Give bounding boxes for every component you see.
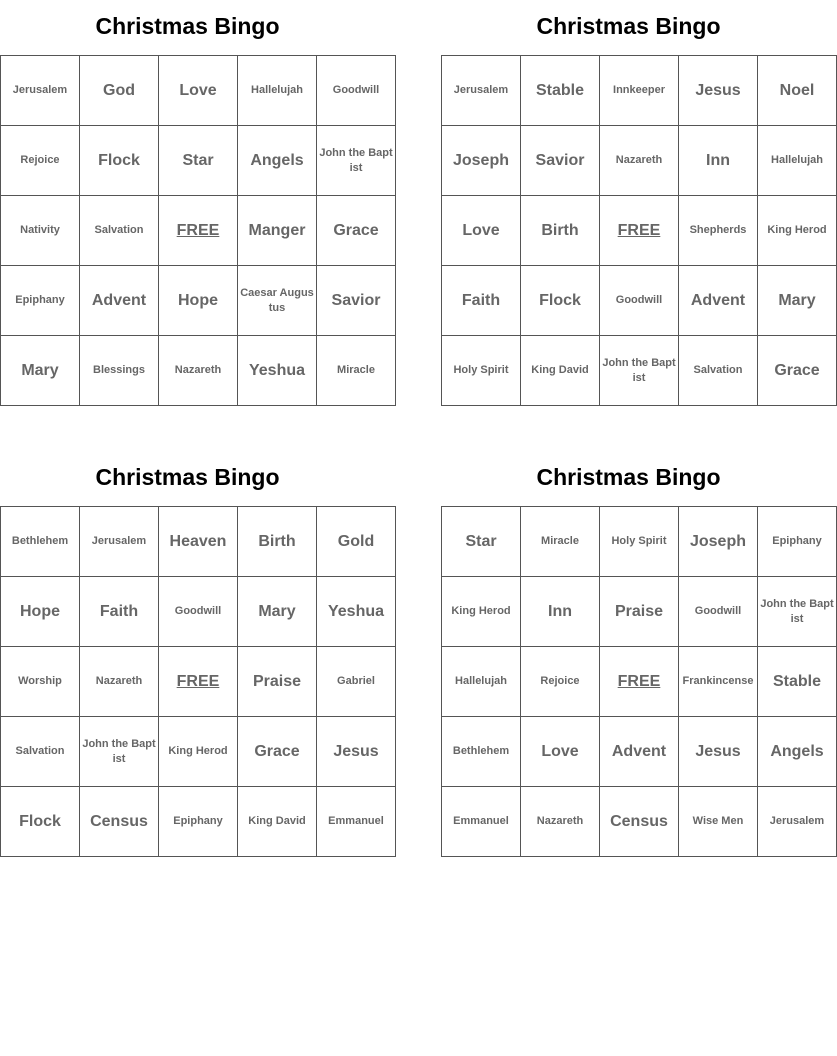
grid-cell: Hope: [159, 266, 238, 336]
bingo-grid: [441, 55, 837, 406]
bingo-card-1: [0, 0, 393, 406]
grid-cell: Star: [159, 126, 238, 196]
grid-cell: Hallelujah: [442, 647, 521, 717]
grid-cell: Savior: [317, 266, 396, 336]
grid-cell: Rejoice: [521, 647, 600, 717]
grid-cell: Praise: [238, 647, 317, 717]
grid-row: [1, 717, 396, 787]
grid-cell: Nazareth: [600, 126, 679, 196]
bingo-grid: [0, 55, 396, 406]
grid-cell: Jerusalem: [758, 787, 837, 857]
grid-row: [1, 196, 396, 266]
grid-cell: God: [80, 56, 159, 126]
bingo-grid: [0, 506, 396, 857]
grid-cell: Innkeeper: [600, 56, 679, 126]
grid-cell: King Herod: [159, 717, 238, 787]
grid-cell: John the Baptist: [80, 717, 159, 787]
grid-cell: King Herod: [758, 196, 837, 266]
grid-cell: Miracle: [317, 336, 396, 406]
grid-cell: Hallelujah: [238, 56, 317, 126]
grid-cell: Miracle: [521, 507, 600, 577]
grid-cell: Birth: [521, 196, 600, 266]
grid-cell: Nazareth: [521, 787, 600, 857]
grid-cell: Love: [159, 56, 238, 126]
grid-cell: Stable: [758, 647, 837, 717]
grid-row: [1, 126, 396, 196]
grid-cell: Flock: [1, 787, 80, 857]
grid-cell: Nazareth: [80, 647, 159, 717]
grid-cell: Jerusalem: [1, 56, 80, 126]
grid-cell: Mary: [1, 336, 80, 406]
grid-cell: Noel: [758, 56, 837, 126]
grid-cell: Hallelujah: [758, 126, 837, 196]
grid-row: [442, 577, 837, 647]
grid-cell: Census: [600, 787, 679, 857]
grid-row: [1, 266, 396, 336]
grid-row: [442, 266, 837, 336]
grid-cell: Joseph: [442, 126, 521, 196]
grid-cell: Epiphany: [159, 787, 238, 857]
grid-cell: Jesus: [679, 56, 758, 126]
grid-cell: Grace: [317, 196, 396, 266]
grid-row: [1, 647, 396, 717]
grid-cell: Advent: [600, 717, 679, 787]
grid-cell: Advent: [80, 266, 159, 336]
free-space-cell: FREE: [159, 647, 238, 717]
grid-cell: King Herod: [442, 577, 521, 647]
grid-cell: Inn: [521, 577, 600, 647]
grid-cell: Rejoice: [1, 126, 80, 196]
grid-cell: Advent: [679, 266, 758, 336]
grid-cell: Angels: [238, 126, 317, 196]
grid-cell: Emmanuel: [442, 787, 521, 857]
grid-row: [442, 196, 837, 266]
grid-row: [442, 787, 837, 857]
grid-cell: Worship: [1, 647, 80, 717]
grid-row: [1, 577, 396, 647]
grid-cell: John the Baptist: [600, 336, 679, 406]
grid-cell: Caesar Augustus: [238, 266, 317, 336]
grid-row: [442, 717, 837, 787]
grid-cell: Grace: [758, 336, 837, 406]
grid-cell: Holy Spirit: [442, 336, 521, 406]
grid-cell: Census: [80, 787, 159, 857]
grid-cell: King David: [521, 336, 600, 406]
grid-cell: Nativity: [1, 196, 80, 266]
grid-row: [442, 56, 837, 126]
grid-row: [1, 787, 396, 857]
grid-cell: Emmanuel: [317, 787, 396, 857]
grid-row: [1, 56, 396, 126]
grid-cell: Manger: [238, 196, 317, 266]
grid-cell: Frankincense: [679, 647, 758, 717]
grid-cell: Joseph: [679, 507, 758, 577]
grid-cell: Jerusalem: [80, 507, 159, 577]
grid-cell: Epiphany: [1, 266, 80, 336]
card-title: Christmas Bingo: [95, 464, 280, 490]
grid-row: [442, 647, 837, 717]
grid-cell: Yeshua: [238, 336, 317, 406]
grid-cell: Savior: [521, 126, 600, 196]
grid-row: [1, 336, 396, 406]
grid-row: [442, 336, 837, 406]
grid-row: [442, 126, 837, 196]
grid-cell: Stable: [521, 56, 600, 126]
bingo-card-2: [441, 0, 827, 406]
grid-cell: Goodwill: [159, 577, 238, 647]
grid-cell: Yeshua: [317, 577, 396, 647]
grid-cell: Mary: [238, 577, 317, 647]
grid-cell: Praise: [600, 577, 679, 647]
grid-cell: John the Baptist: [758, 577, 837, 647]
bingo-card-4: [441, 451, 834, 857]
grid-cell: Salvation: [1, 717, 80, 787]
grid-cell: Flock: [80, 126, 159, 196]
grid-cell: Angels: [758, 717, 837, 787]
grid-cell: Inn: [679, 126, 758, 196]
grid-cell: Faith: [80, 577, 159, 647]
grid-cell: Nazareth: [159, 336, 238, 406]
grid-row: [442, 507, 837, 577]
grid-cell: Goodwill: [317, 56, 396, 126]
grid-cell: Grace: [238, 717, 317, 787]
grid-cell: Love: [521, 717, 600, 787]
grid-cell: Faith: [442, 266, 521, 336]
grid-cell: Blessings: [80, 336, 159, 406]
grid-cell: Flock: [521, 266, 600, 336]
grid-cell: Love: [442, 196, 521, 266]
grid-cell: Mary: [758, 266, 837, 336]
grid-cell: Holy Spirit: [600, 507, 679, 577]
grid-cell: Bethlehem: [442, 717, 521, 787]
grid-cell: Goodwill: [600, 266, 679, 336]
grid-cell: Star: [442, 507, 521, 577]
grid-cell: Shepherds: [679, 196, 758, 266]
bingo-grid: [441, 506, 837, 857]
free-space-cell: FREE: [600, 647, 679, 717]
grid-cell: Gold: [317, 507, 396, 577]
grid-cell: John the Baptist: [317, 126, 396, 196]
grid-cell: Epiphany: [758, 507, 837, 577]
free-space-cell: FREE: [159, 196, 238, 266]
grid-cell: Goodwill: [679, 577, 758, 647]
bingo-card-3: [0, 451, 385, 857]
grid-cell: Bethlehem: [1, 507, 80, 577]
grid-cell: Hope: [1, 577, 80, 647]
card-title: Christmas Bingo: [95, 13, 280, 39]
card-title: Christmas Bingo: [536, 464, 721, 490]
grid-cell: Salvation: [679, 336, 758, 406]
grid-cell: Salvation: [80, 196, 159, 266]
grid-row: [1, 507, 396, 577]
free-space-cell: FREE: [600, 196, 679, 266]
grid-cell: Jesus: [679, 717, 758, 787]
grid-cell: Gabriel: [317, 647, 396, 717]
grid-cell: Heaven: [159, 507, 238, 577]
grid-cell: King David: [238, 787, 317, 857]
card-title: Christmas Bingo: [536, 13, 721, 39]
grid-cell: Wise Men: [679, 787, 758, 857]
grid-cell: Jerusalem: [442, 56, 521, 126]
grid-cell: Birth: [238, 507, 317, 577]
grid-cell: Jesus: [317, 717, 396, 787]
